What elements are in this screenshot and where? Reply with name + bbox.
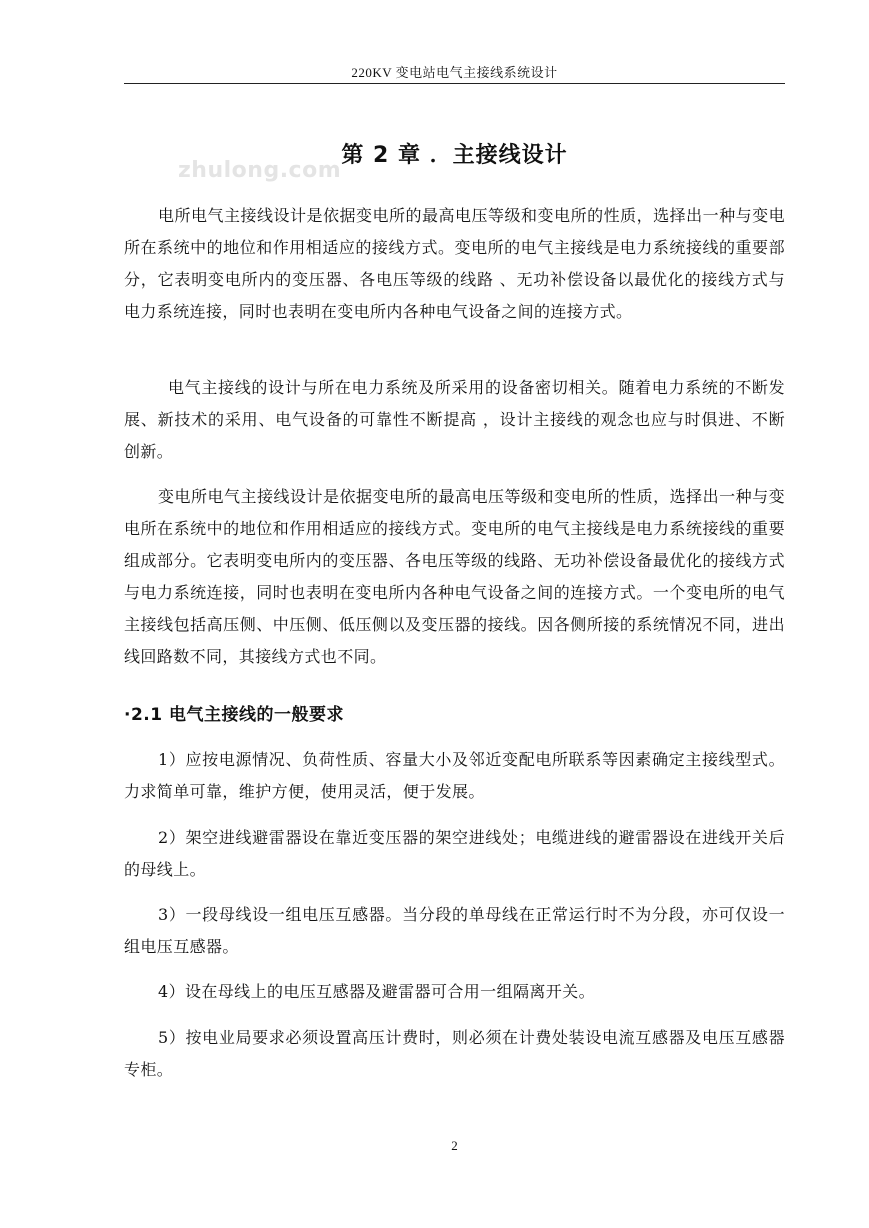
header-rule bbox=[124, 83, 785, 84]
requirement-2: 2）架空进线避雷器设在靠近变压器的架空进线处；电缆进线的避雷器设在进线开关后的母线上。 bbox=[124, 828, 785, 879]
paragraph-3: 变电所电气主接线设计是依据变电所的最高电压等级和变电所的性质，选择出一种与变电所在系统中的地位和作用相适应的接线方式。变电所的电气主接线是电力系统接线的重要组成部分。它表明变电所内的变压器、各电压等级的线路、无功补偿设备最优化的接线方式与电力系统连接，同时也表明在变电所内各种电气设备之间的连接方式。一个变电所的电气主接线包括高压侧、中压侧、低压侧以及变压器的接线。因各侧所接的系统情况不同，进出线回路数不同，其接线方式也不同。 bbox=[124, 487, 785, 666]
requirement-5: 5）按电业局要求必须设置高压计费时，则必须在计费处装设电流互感器及电压互感器专柜。 bbox=[124, 1028, 785, 1079]
requirement-1: 1）应按电源情况、负荷性质、容量大小及邻近变配电所联系等因素确定主接线型式。力求简单可靠，维护方便，使用灵活，便于发展。 bbox=[124, 750, 785, 801]
paragraph-1: 电所电气主接线设计是依据变电所的最高电压等级和变电所的性质，选择出一种与变电所在系统中的地位和作用相适应的接线方式。变电所的电气主接线是电力系统接线的重要部分，它表明变电所内的变压器、各电压等级的线路 、无功补偿设备以最优化的接线方式与电力系统连接，同时也表明在变电所内各种电气设备之间的连接方式。 bbox=[124, 206, 785, 321]
paragraph-2: 电气主接线的设计与所在电力系统及所采用的设备密切相关。随着电力系统的不断发展、新技术的采用、电气设备的可靠性不断提高 ，设计主接线的观念也应与时俱进、不断创新。 bbox=[124, 378, 785, 461]
page-number: 2 bbox=[451, 1138, 458, 1153]
watermark-logo: zhulong.com bbox=[178, 158, 342, 183]
requirement-4: 4）设在母线上的电压互感器及避雷器可合用一组隔离开关。 bbox=[158, 982, 595, 1001]
requirement-3: 3）一段母线设一组电压互感器。当分段的单母线在正常运行时不为分段，亦可仅设一组电压互感器。 bbox=[124, 905, 785, 956]
section-title: ·2.1 电气主接线的一般要求 bbox=[124, 705, 344, 725]
chapter-title: 第 2 章 ．主接线设计 bbox=[341, 143, 568, 168]
running-header: 220KV 变电站电气主接线系统设计 bbox=[351, 65, 558, 80]
